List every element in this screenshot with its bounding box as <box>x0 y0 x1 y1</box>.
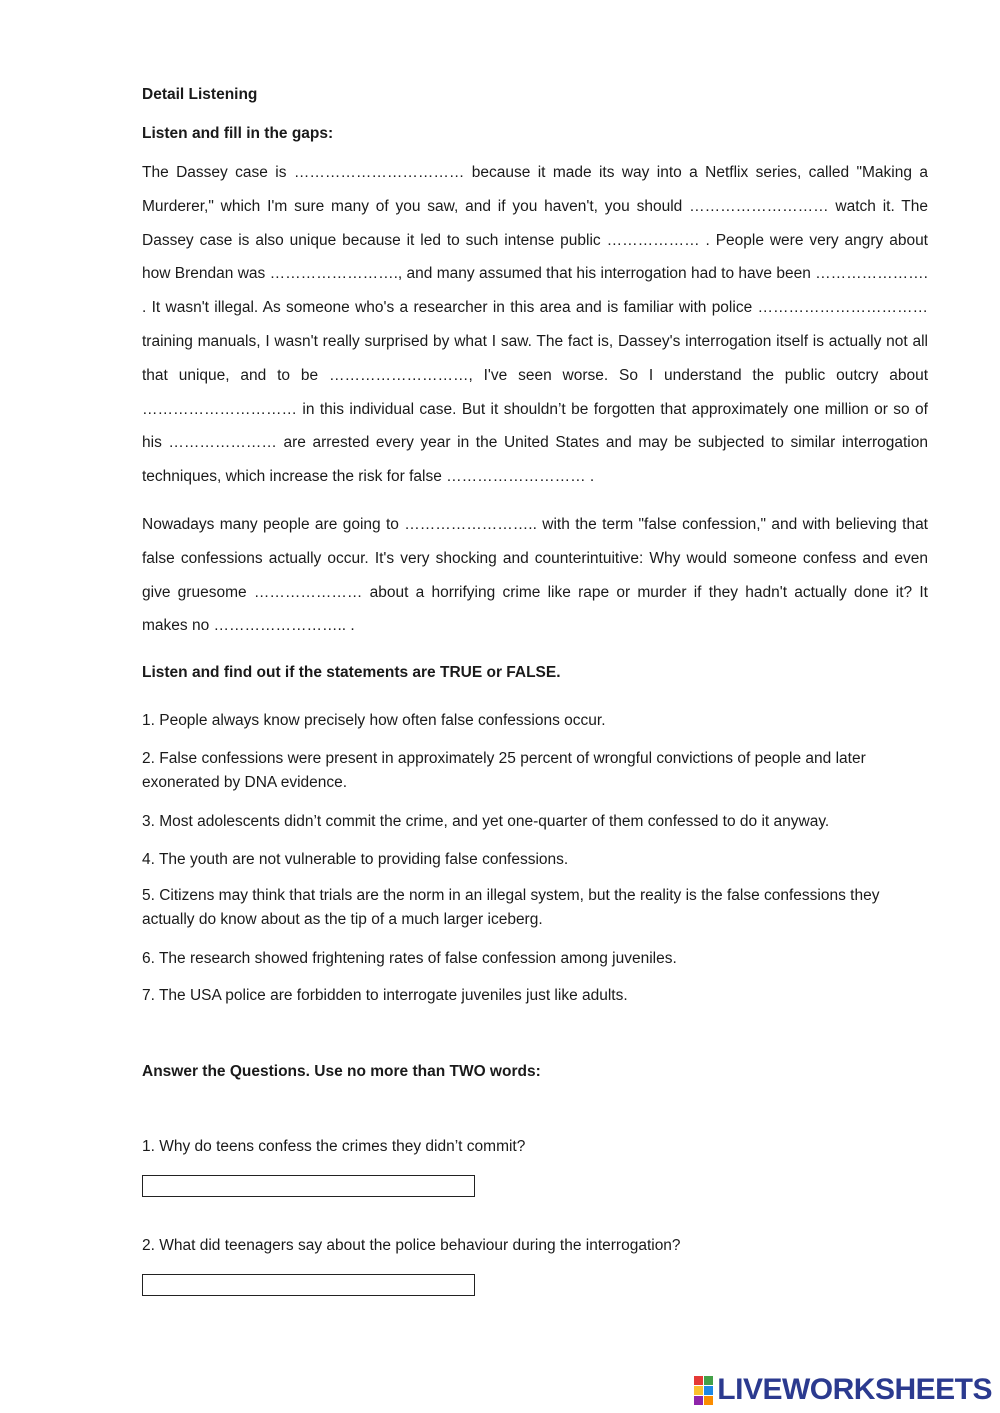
true-false-instruction: Listen and find out if the statements are TRUE or FALSE. <box>142 664 561 681</box>
logo-block <box>704 1396 713 1405</box>
logo-block <box>694 1396 703 1405</box>
liveworksheets-logo <box>694 1373 992 1407</box>
logo-block <box>704 1376 713 1385</box>
statement: 5. Citizens may think that trials are the norm in an illegal system, but the reality is the false confessions they actually do know about as the tip of a much larger iceberg. <box>142 887 880 928</box>
logo-block <box>704 1386 713 1395</box>
gap-fill-paragraph-2: Nowadays many people are going to …………………….. with the term "false confession," and with believing that false confessions actually occur. It's very shocking and counterintuitive: Why would someone confess and even give gruesome ………………… about a horrifying crime like rape or murder if they hadn't actually done it? It makes no …………………….. . <box>142 516 928 635</box>
logo-block <box>694 1386 703 1395</box>
brand-name: LIVEWORKSHEETS <box>717 1373 992 1406</box>
section-title: Detail Listening <box>142 86 258 103</box>
answer-input-2[interactable] <box>142 1274 475 1296</box>
statement: 3. Most adolescents didn’t commit the crime, and yet one-quarter of them confessed to do it anyway. <box>142 813 830 830</box>
question-1: 1. Why do teens confess the crimes they didn’t commit? <box>142 1138 526 1155</box>
statement: 6. The research showed frightening rates of false confession among juveniles. <box>142 950 677 967</box>
statement: 2. False confessions were present in approximately 25 percent of wrongful convictions of people and later exonerated by DNA evidence. <box>142 750 866 791</box>
logo-blocks-icon <box>694 1376 713 1405</box>
logo-block <box>694 1376 703 1385</box>
answer-input-1[interactable] <box>142 1175 475 1197</box>
gap-fill-paragraph-1: The Dassey case is …………………………… because it made its way into a Netflix series, called "Making a Murderer," which I'm sure many of you saw, and if you haven't, you should ……………………… watch it. The Dassey case is also unique because it led to such intense public ……………… . People were very angry about how Brendan was ……………………., and many assumed that his interrogation had to have been …………………. . It wasn't illegal. As someone who's a researcher in this area and is familiar with police …………………………… training manuals, I wasn't really surprised by what I saw. The fact is, Dassey's interrogation itself is actually not all that unique, and to be ………………………, I've seen worse. So I understand the public outcry about ………………………… in this individual case. But it shouldn’t be forgotten that approximately one million or so of his ………………… are arrested every year in the United States and may be subjected to similar interrogation techniques, which increase the risk for false ……………………… . <box>142 164 928 486</box>
gap-fill-instruction: Listen and fill in the gaps: <box>142 125 334 142</box>
statement: 7. The USA police are forbidden to interrogate juveniles just like adults. <box>142 987 628 1004</box>
question-2: 2. What did teenagers say about the police behaviour during the interrogation? <box>142 1237 681 1254</box>
statement: 1. People always know precisely how often false confessions occur. <box>142 712 606 729</box>
statement: 4. The youth are not vulnerable to providing false confessions. <box>142 851 569 868</box>
questions-instruction: Answer the Questions. Use no more than TWO words: <box>142 1063 541 1080</box>
